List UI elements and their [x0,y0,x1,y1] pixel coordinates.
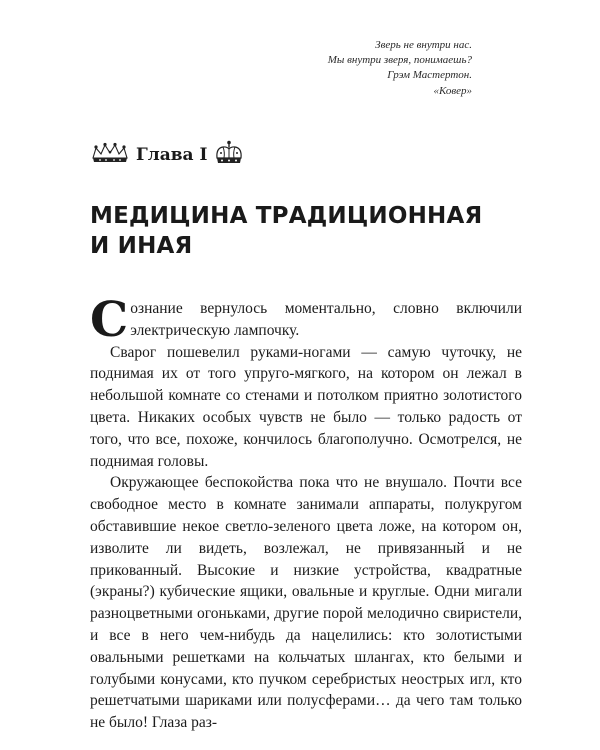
epigraph [172,38,472,99]
chapter-title-line: И ИНАЯ [90,233,193,259]
epigraph-author: Грэм Мастертон. [387,69,472,82]
epigraph-line: Зверь не внутри нас. [375,39,472,51]
paragraph: Сварог пошевелил руками-ногами — самую чуточку, не поднимая их от того упруго-мягкого, на котором он лежал в небольшой комнате со стенами и потолком приятно золотистого цвета. Никаких особых чувств не было — только радость от того, что все, похоже, кончилось благополучно. Осмотрелся, не поднимая головы. [90,343,522,470]
chapter-title [90,201,510,261]
paragraph: Окружающее беспокойства пока что не внушало. Почти все свободное место в комнате занимали аппараты, полукругом обставившие некое светло-зеленого цвета ложе, на котором он, изволите ли видеть, возлежал, не привязанный и не прикованный. Высокие и низкие устройства, квадратные (экраны?) кубические ящики, овальные и круглые. Одни мигали разноцветными огоньками, другие порой мелодично свиристели, и все в него чем-нибудь да нацелились: кто золотистыми овальными решетками на кольчатых шлангах, кто белыми и голубыми конусами, кто пучком серебристых неострых игл, кто решетчатыми шариками или полусферами… да чего там только не было! Глаза раз- [90,474,522,732]
royal-crown-icon [213,140,245,170]
paragraph [90,292,522,348]
epigraph-source: «Ковер» [433,84,472,97]
crown-ornament-icon [90,142,130,168]
chapter-label: Глава I [136,145,208,165]
chapter-heading [90,140,245,170]
chapter-title-line: МЕДИЦИНА ТРАДИЦИОННАЯ [90,203,483,229]
paragraph-text: ознание вернулось моментально, словно включили электрическую лампочку. [130,300,522,339]
drop-cap: С [90,292,129,348]
chapter-text [90,292,522,734]
epigraph-line: Мы внутри зверя, понимаешь? [327,54,472,67]
